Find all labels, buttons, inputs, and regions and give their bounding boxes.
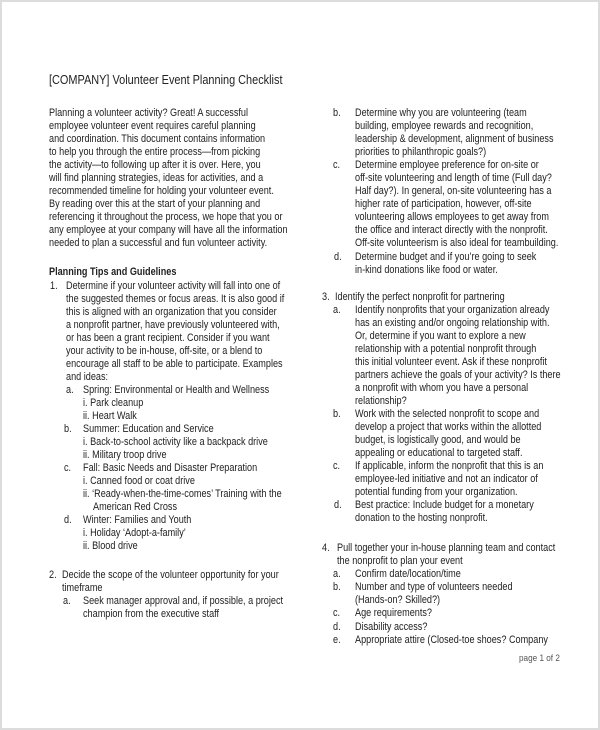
sub-item: develop a project that works within the allotted (355, 421, 542, 433)
sub-item: in-kind donations like food or water. (355, 264, 498, 276)
sub-item: If applicable, inform the nonprofit that this is an (355, 460, 544, 472)
sub-item: higher rate of participation, however, off-site (355, 198, 532, 210)
sub-letter: b. (333, 408, 341, 420)
sub-item: appealing or educational to targeted staff. (355, 447, 523, 459)
section-heading: Planning Tips and Guidelines (49, 266, 177, 278)
sub-item: Off-site volunteerism is also ideal for teambuilding. (355, 237, 559, 249)
sub-item: Spring: Environmental or Health and Wellness (83, 384, 270, 396)
idea-item: ii. Heart Walk (83, 410, 137, 422)
intro-line: to help you through the entire process—from picking (49, 146, 261, 158)
sub-item: partners achieve the goals of your activity? Is there (355, 369, 561, 381)
sub-item: priorities to philanthropic goals?) (355, 146, 487, 158)
item-line: or has been a grant recipient. Consider if you want (66, 332, 270, 344)
idea-item: i. Holiday ‘Adopt-a-family’ (83, 527, 186, 539)
sub-letter: c. (333, 460, 341, 472)
sub-letter: c. (333, 159, 341, 171)
sub-letter: a. (333, 568, 341, 580)
item-number: 1. (50, 280, 58, 292)
sub-item: a nonprofit with whom you have a personal (355, 382, 529, 394)
sub-item: donation to the hosting nonprofit. (355, 512, 488, 524)
sub-item: Summer: Education and Service (83, 423, 214, 435)
sub-item: Appropriate attire (Closed-toe shoes? Company (355, 634, 548, 646)
idea-item: i. Canned food or coat drive (83, 475, 195, 487)
sub-item: (Hands-on? Skilled?) (355, 594, 441, 606)
idea-item: i. Park cleanup (83, 397, 144, 409)
sub-item: off-site volunteering and length of time (Full day? (355, 172, 552, 184)
intro-line: any employee at your company will have all the information (49, 224, 288, 236)
intro-line: and coordination. This document contains information (49, 133, 266, 145)
idea-item: ii. ‘Ready-when-the-time-comes’ Training with the (83, 488, 282, 500)
item-line: Determine if your volunteer activity will fall into one of (66, 280, 281, 292)
sub-item: leadership & development, alignment of business (355, 133, 554, 145)
item-line: the suggested themes or focus areas. It is also good if (66, 293, 285, 305)
intro-line: recommended timeline for holding your volunteer event. (49, 185, 274, 197)
sub-letter: d. (333, 621, 341, 633)
sub-letter: d. (334, 251, 342, 263)
sub-letter: b. (333, 581, 341, 593)
sub-item: Determine budget and if you’re going to seek (355, 251, 537, 263)
sub-item: the office and interact directly with the nonprofit. (355, 224, 548, 236)
intro-line: will find planning strategies, ideas for activities, and a (49, 172, 264, 184)
page-title: [COMPANY] Volunteer Event Planning Checklist (49, 72, 283, 87)
sub-item: employee-led initiative and not an indicator of (355, 473, 538, 485)
sub-item: Fall: Basic Needs and Disaster Preparation (83, 462, 258, 474)
intro-line: referencing it throughout the process, we hope that you or (49, 211, 283, 223)
idea-item: American Red Cross (93, 501, 178, 513)
idea-item: i. Back-to-school activity like a backpack drive (83, 436, 268, 448)
sub-item: building, employee rewards and recognition, (355, 120, 534, 132)
sub-letter: a. (333, 304, 341, 316)
idea-item: ii. Blood drive (83, 540, 138, 552)
page-number: page 1 of 2 (519, 653, 560, 664)
item-line: encourage all staff to be able to participate. Examples (66, 358, 283, 370)
item-number: 3. (322, 291, 330, 303)
sub-item: Seek manager approval and, if possible, a project (83, 595, 284, 607)
intro-line: By reading over this at the start of your planning and (49, 198, 261, 210)
sub-letter: a. (63, 595, 71, 607)
item-number: 2. (49, 569, 57, 581)
intro-line: needed to plan a successful and fun volunteer activity. (49, 237, 268, 249)
sub-item: relationship with a potential nonprofit through (355, 343, 537, 355)
sub-letter: b. (64, 423, 72, 435)
item-line: your activity to be in-house, off-site, or a blend to (66, 345, 263, 357)
sub-item: champion from the executive staff (83, 608, 220, 620)
item-line: and ideas: (66, 371, 109, 383)
sub-item: Number and type of volunteers needed (355, 581, 513, 593)
item-line: Decide the scope of the volunteer opportunity for your (62, 569, 279, 581)
sub-letter: c. (64, 462, 72, 474)
intro-line: employee volunteer event requires careful planning (49, 120, 256, 132)
sub-item: Age requirements? (355, 607, 432, 619)
sub-item: Determine why you are volunteering (team (355, 107, 527, 119)
sub-item: Winter: Families and Youth (83, 514, 192, 526)
item-line: a nonprofit partner, have previously volunteered with, (66, 319, 280, 331)
sub-item: this initial volunteer event. Ask if these nonprofit (355, 356, 547, 368)
sub-item: Disability access? (355, 621, 428, 633)
sub-letter: a. (66, 384, 74, 396)
item-number: 4. (322, 542, 330, 554)
sub-letter: b. (333, 107, 341, 119)
sub-item: relationship? (355, 395, 407, 407)
sub-item: volunteering allows employees to get away from (355, 211, 549, 223)
sub-item: Confirm date/location/time (355, 568, 461, 580)
sub-letter: d. (64, 514, 72, 526)
item-line: Identify the perfect nonprofit for partnering (335, 291, 505, 303)
item-line: timeframe (62, 582, 103, 594)
sub-item: Determine employee preference for on-site or (355, 159, 539, 171)
item-line: Pull together your in-house planning team and contact (337, 542, 556, 554)
sub-item: Work with the selected nonprofit to scope and (355, 408, 540, 420)
intro-line: Planning a volunteer activity? Great! A successful (49, 107, 249, 119)
sub-letter: c. (333, 607, 341, 619)
item-line: this is aligned with an organization that you consider (66, 306, 277, 318)
item-line: the nonprofit to plan your event (337, 555, 463, 567)
sub-item: Or, determine if you want to explore a new (355, 330, 526, 342)
sub-item: has an existing and/or ongoing relationship with. (355, 317, 550, 329)
idea-item: ii. Military troop drive (83, 449, 167, 461)
intro-line: the activity—to following up after it is over. Here, you (49, 159, 261, 171)
sub-item: Half day?). In general, on-site volunteering has a (355, 185, 552, 197)
sub-letter: d. (334, 499, 342, 511)
sub-item: potential funding from your organization. (355, 486, 518, 498)
sub-item: Best practice: Include budget for a monetary (355, 499, 534, 511)
sub-item: Identify nonprofits that your organization already (355, 304, 550, 316)
sub-item: budget, is logistically good, and would be (355, 434, 521, 446)
sub-letter: e. (333, 634, 341, 646)
